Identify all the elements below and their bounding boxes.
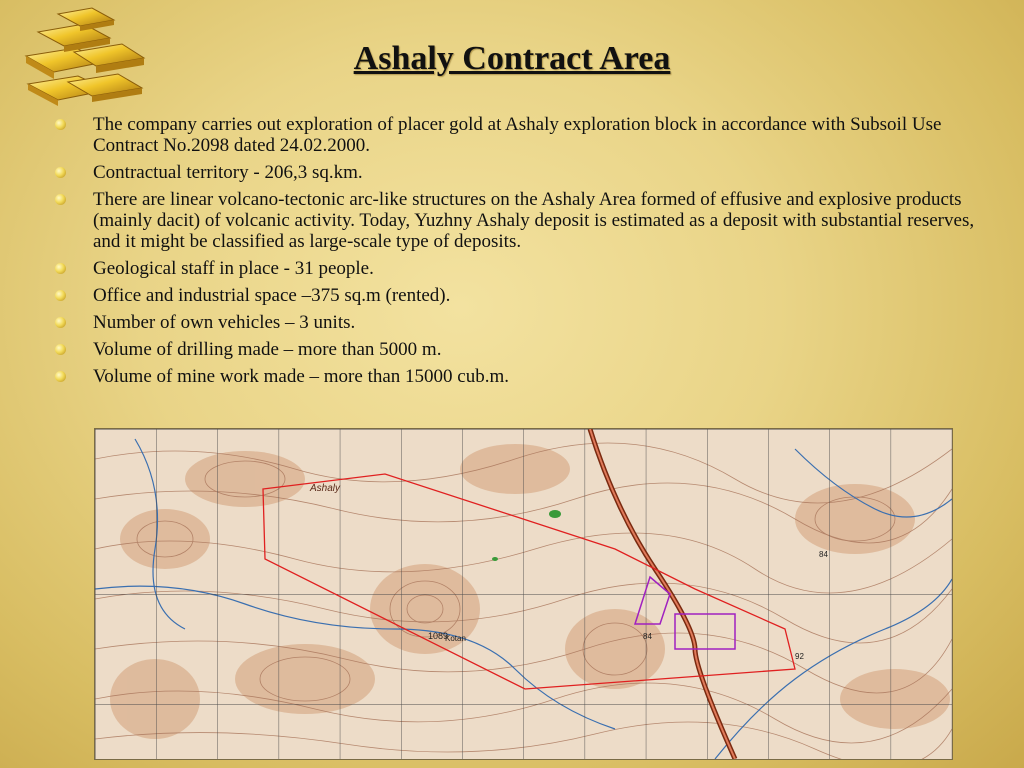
list-item (52, 312, 977, 333)
bullet-text: Geological staff in place - 31 people. (93, 258, 374, 279)
gold-bullet-icon (55, 317, 66, 328)
map-label: 1089 (428, 631, 449, 641)
map-label: Kotan (445, 634, 466, 643)
list-item (52, 339, 977, 360)
bullet-text: Volume of drilling made – more than 5000 m. (93, 339, 442, 360)
gold-bullet-icon (55, 194, 66, 205)
list-item (52, 285, 977, 306)
gold-bullet-icon (55, 344, 66, 355)
gold-bullet-icon (55, 167, 66, 178)
map-label: 92 (795, 652, 804, 661)
list-item (52, 114, 977, 156)
bullet-text: There are linear volcano-tectonic arc-like structures on the Ashaly Area formed of effusive and explosive products (mainly dacit) of volcanic activity. Today, Yuzhny Ashaly deposit is estimated as a deposit with substantial reserves, and it might be classified as large-scale type of deposits. (93, 189, 975, 252)
page-title: Ashaly Contract Area (353, 40, 671, 77)
gold-bullet-icon (55, 263, 66, 274)
gold-bullet-icon (55, 371, 66, 382)
bullet-text: Contractual territory - 206,3 sq.km. (93, 162, 363, 183)
map-label: Ashaly (310, 483, 341, 494)
list-item (52, 258, 977, 279)
topographic-map (94, 428, 953, 760)
bullet-text: Volume of mine work made – more than 15000 cub.m. (93, 366, 509, 387)
bullet-text: The company carries out exploration of placer gold at Ashaly exploration block in accordance with Subsoil Use Contract No.2098 dated 24.02.2000. (93, 114, 942, 156)
list-item (52, 189, 977, 252)
bullet-text: Office and industrial space –375 sq.m (rented). (93, 285, 451, 306)
map-label: 84 (819, 550, 828, 559)
gold-bullet-icon (55, 290, 66, 301)
list-item (52, 366, 977, 387)
bullet-text: Number of own vehicles – 3 units. (93, 312, 356, 333)
map-label: 84 (643, 632, 652, 641)
gold-bullet-icon (55, 119, 66, 130)
bullet-list (52, 114, 977, 393)
map-canvas (95, 429, 952, 759)
list-item (52, 162, 977, 183)
